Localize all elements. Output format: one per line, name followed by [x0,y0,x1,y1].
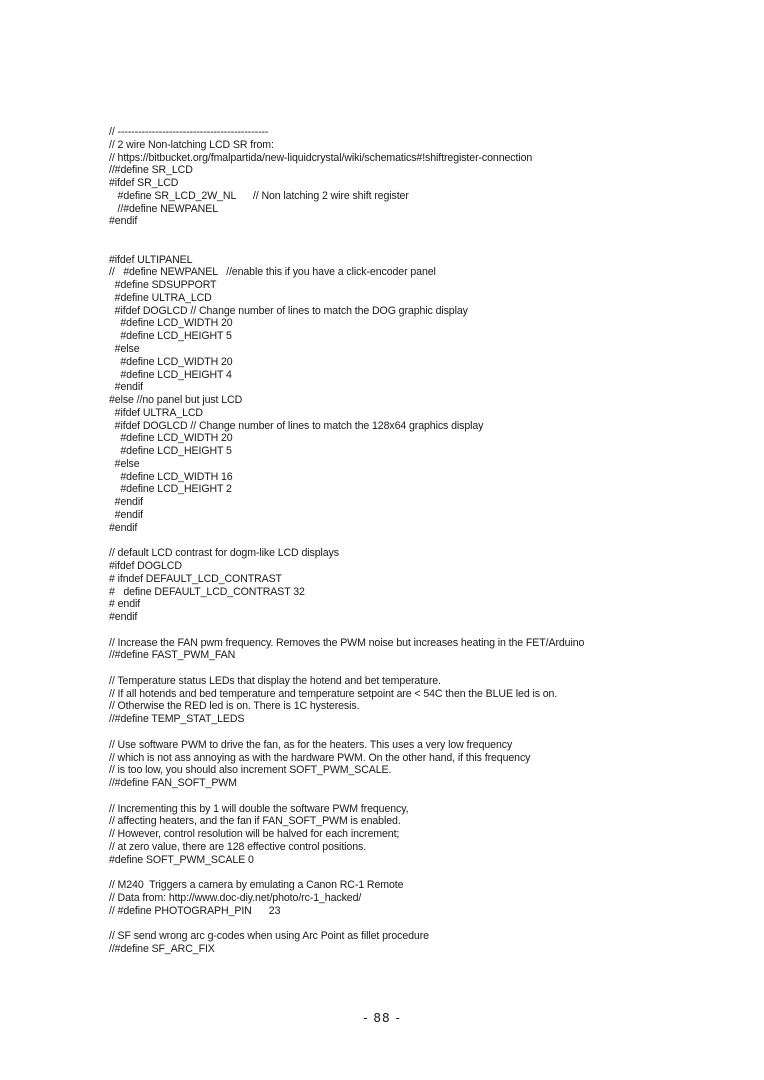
code-line: #define LCD_WIDTH 20 [109,317,233,330]
code-line: #ifdef SR_LCD [109,177,179,190]
code-line: #define LCD_HEIGHT 4 [109,368,232,381]
code-line: //#define SR_LCD [109,164,193,177]
code-line: #define SDSUPPORT [109,279,217,292]
code-line: #else //no panel but just LCD [109,394,243,407]
code-line: //#define TEMP_STAT_LEDS [109,713,245,726]
code-line: // Use software PWM to drive the fan, as for the heaters. This uses a very low frequency [109,738,513,751]
code-line: #endif [109,521,138,534]
code-line: #define LCD_HEIGHT 5 [109,330,232,343]
code-line: #define LCD_WIDTH 16 [109,470,233,483]
code-line [109,726,749,739]
code-line: # endif [109,598,141,611]
code-line [109,624,749,637]
code-line: #define ULTRA_LCD [109,291,212,304]
code-line: #define SR_LCD_2W_NL // Non latching 2 wire shift register [109,189,409,202]
code-line: #define SOFT_PWM_SCALE 0 [109,853,254,866]
code-line [109,917,749,930]
code-line: #ifdef ULTRA_LCD [109,406,203,419]
code-line: #define LCD_WIDTH 20 [109,432,233,445]
code-line: #define LCD_WIDTH 20 [109,355,233,368]
page-number: - 88 - [363,1011,401,1025]
code-line: #endif [109,496,143,509]
code-line: // #define NEWPANEL //enable this if you have a click-encoder panel [109,266,436,279]
code-line: // at zero value, there are 128 effective control positions. [109,840,367,853]
code-line: #define LCD_HEIGHT 2 [109,483,232,496]
code-line: // affecting heaters, and the fan if FAN_SOFT_PWM is enabled. [109,815,401,828]
code-line: // #define PHOTOGRAPH_PIN 23 [109,904,281,917]
code-line: #endif [109,508,143,521]
code-line [109,228,749,241]
code-line: //#define NEWPANEL [109,202,218,215]
code-line: #endif [109,215,138,228]
code-line: #ifdef DOGLCD [109,560,182,573]
code-line: // Data from: http://www.doc-diy.net/photo/rc-1_hacked/ [109,891,362,904]
code-line [109,790,749,803]
code-line: // Temperature status LEDs that display the hotend and bet temperature. [109,674,441,687]
code-line: #ifdef DOGLCD // Change number of lines to match the DOG graphic display [109,304,468,317]
code-line: #ifdef DOGLCD // Change number of lines to match the 128x64 graphics display [109,419,484,432]
code-line: // However, control resolution will be halved for each increment; [109,828,400,841]
code-line: #endif [109,611,138,624]
code-line: // If all hotends and bed temperature and temperature setpoint are < 54C then the BLUE led is on. [109,687,558,700]
code-line [109,866,749,879]
code-line: // SF send wrong arc g-codes when using Arc Point as fillet procedure [109,930,429,943]
code-line: //#define FAN_SOFT_PWM [109,777,237,790]
code-line: // is too low, you should also increment SOFT_PWM_SCALE. [109,764,392,777]
code-line: #endif [109,381,143,394]
code-line: // -------------------------------------------- [109,126,269,138]
code-listing [109,126,749,956]
code-line: // default LCD contrast for dogm-like LCD displays [109,547,339,560]
code-line [109,535,749,548]
code-line: // https://bitbucket.org/fmalpartida/new-liquidcrystal/wiki/schematics#!shiftregister-connection [109,151,533,164]
code-line: // Otherwise the RED led is on. There is 1C hysteresis. [109,700,360,713]
code-line [109,241,749,254]
code-line: #else [109,343,140,356]
code-line: // 2 wire Non-latching LCD SR from: [109,138,274,151]
code-line: #define LCD_HEIGHT 5 [109,445,232,458]
code-line [109,662,749,675]
code-line: # ifndef DEFAULT_LCD_CONTRAST [109,572,282,585]
code-line: // which is not ass annoying as with the hardware PWM. On the other hand, if this frequency [109,751,531,764]
code-line: // Incrementing this by 1 will double the software PWM frequency, [109,802,409,815]
code-line: //#define FAST_PWM_FAN [109,649,236,662]
code-line: # define DEFAULT_LCD_CONTRAST 32 [109,585,305,598]
code-line: #else [109,457,140,470]
code-line: #ifdef ULTIPANEL [109,253,193,266]
code-line: // Increase the FAN pwm frequency. Removes the PWM noise but increases heating in the FET/Arduino [109,636,585,649]
code-line: //#define SF_ARC_FIX [109,943,215,955]
code-line: // M240 Triggers a camera by emulating a Canon RC-1 Remote [109,879,404,892]
